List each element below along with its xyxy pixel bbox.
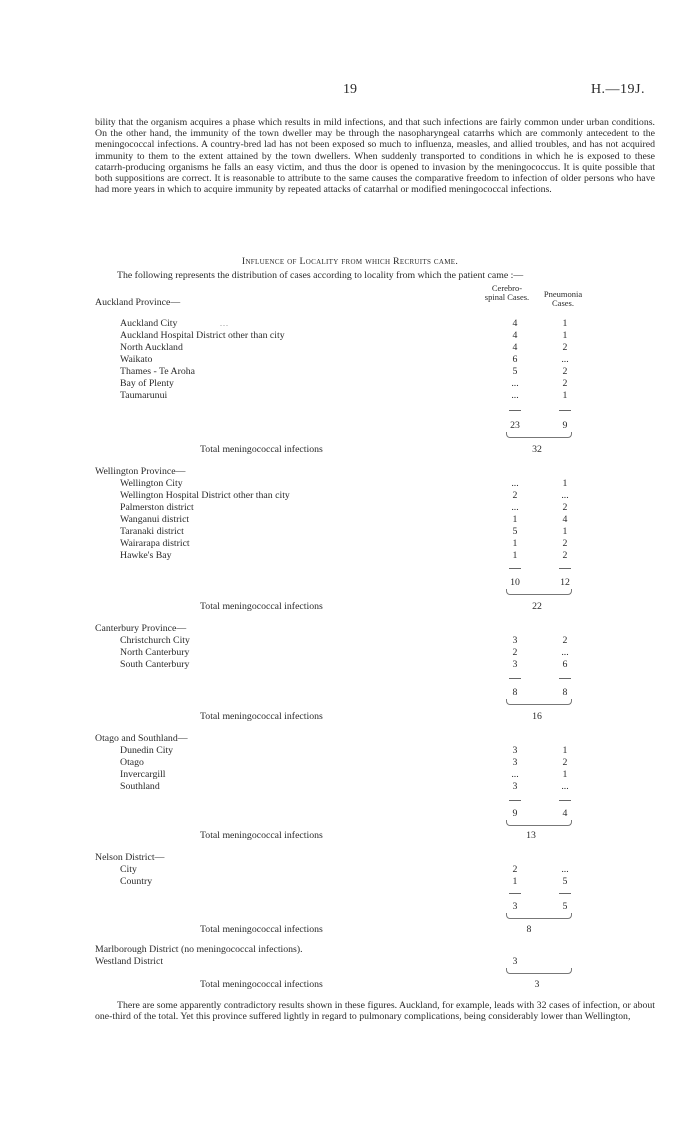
rule xyxy=(509,568,521,569)
total-label: Total meningococcal infections xyxy=(200,830,323,841)
total-label: Total meningococcal infections xyxy=(200,711,323,722)
pn-value: 2 xyxy=(550,757,580,768)
locality-name: Country xyxy=(120,876,153,887)
table-row xyxy=(95,956,575,967)
cs-value: 2 xyxy=(500,490,530,501)
brace xyxy=(506,699,572,705)
locality-name: City xyxy=(120,864,137,875)
total-value: 22 xyxy=(532,601,542,612)
locality-name: North Auckland xyxy=(120,342,183,353)
cs-value: 3 xyxy=(500,956,530,967)
table-row xyxy=(120,378,600,389)
rule xyxy=(509,800,521,801)
pn-value: 1 xyxy=(550,318,580,329)
cs-value: ... xyxy=(500,390,530,401)
locality-name: Wanganui district xyxy=(120,514,190,525)
cs-value: 2 xyxy=(500,864,530,875)
subtotal-cs: 9 xyxy=(512,808,518,819)
rule xyxy=(509,410,521,411)
rule xyxy=(509,893,521,894)
rule xyxy=(559,800,571,801)
cs-value: 3 xyxy=(500,745,530,756)
total-value: 16 xyxy=(532,711,542,722)
subtotal-cs: 23 xyxy=(510,420,520,431)
table-row xyxy=(120,647,600,658)
total-label: Total meningococcal infections xyxy=(200,444,323,455)
locality-name: Wellington Hospital District other than city xyxy=(120,490,290,501)
locality-name: Bay of Plenty xyxy=(120,378,174,389)
total-value: 32 xyxy=(532,444,542,455)
table-row xyxy=(120,745,600,756)
intro-paragraph: The following represents the distribution of cases according to locality from which the patient came :— xyxy=(117,270,524,281)
rule xyxy=(559,410,571,411)
cs-value: 3 xyxy=(500,781,530,792)
locality-name: North Canterbury xyxy=(120,647,190,658)
subtotal-pn: 8 xyxy=(562,687,568,698)
brace xyxy=(506,968,572,974)
pn-value: 2 xyxy=(550,635,580,646)
province-name: Nelson District— xyxy=(95,852,165,863)
cs-value: ... xyxy=(500,502,530,513)
table-row xyxy=(120,538,600,549)
brace xyxy=(506,820,572,826)
page-number: 19 xyxy=(343,82,357,97)
pn-value: 2 xyxy=(550,502,580,513)
cs-value: 3 xyxy=(500,757,530,768)
table-row xyxy=(120,876,600,887)
pn-value: 2 xyxy=(550,342,580,353)
table-row xyxy=(120,502,600,513)
rule xyxy=(559,893,571,894)
locality-name: Christchurch City xyxy=(120,635,190,646)
cs-value: 5 xyxy=(500,526,530,537)
table-row xyxy=(120,366,600,377)
locality-name: Taumarunui xyxy=(120,390,168,401)
rule xyxy=(559,568,571,569)
total-value: 13 xyxy=(526,830,536,841)
pn-value: 1 xyxy=(550,745,580,756)
locality-name: Auckland City xyxy=(120,318,178,329)
rule xyxy=(509,678,521,679)
col-header-pneumonia: Pneumonia Cases. xyxy=(543,289,583,308)
pn-value: ... xyxy=(550,781,580,792)
locality-name: Southland xyxy=(120,781,160,792)
pn-value: 1 xyxy=(550,330,580,341)
pn-value: ... xyxy=(550,354,580,365)
closing-paragraph: There are some apparently contradictory results shown in these figures. Auckland, for example, leads with 32 cases of infection, or about one-third of the total. Yet this province suffered lightly in regard to pulmonary complications, being considerably lower than Wellington, xyxy=(95,1000,655,1023)
cs-value: 1 xyxy=(500,514,530,525)
table-row xyxy=(120,354,600,365)
section-heading: Influence of Locality from which Recruits came. xyxy=(241,256,459,267)
table-row xyxy=(120,757,600,768)
table-row xyxy=(120,550,600,561)
table-row xyxy=(120,318,600,329)
table-row xyxy=(120,864,600,875)
subtotal-pn: 5 xyxy=(562,901,568,912)
cs-value: ... xyxy=(500,478,530,489)
total-label: Total meningococcal infections xyxy=(200,979,323,990)
pn-value: 5 xyxy=(550,876,580,887)
pn-value: 4 xyxy=(550,514,580,525)
cs-value: 6 xyxy=(500,354,530,365)
row-dots: ... xyxy=(220,319,229,328)
subtotal-cs: 8 xyxy=(512,687,518,698)
subtotal-pn: 9 xyxy=(562,420,568,431)
table-row xyxy=(120,781,600,792)
province-name: Otago and Southland— xyxy=(95,733,188,744)
pn-value: ... xyxy=(550,647,580,658)
locality-name: Thames - Te Aroha xyxy=(120,366,196,377)
total-label: Total meningococcal infections xyxy=(200,924,323,935)
total-label: Total meningococcal infections xyxy=(200,601,323,612)
locality-name: Waikato xyxy=(120,354,153,365)
pn-value: 2 xyxy=(550,550,580,561)
province-name: Wellington Province— xyxy=(95,466,186,477)
page-reference: H.—19J. xyxy=(590,82,645,97)
pn-value: 1 xyxy=(550,478,580,489)
subtotal-cs: 10 xyxy=(510,577,520,588)
province-name: Canterbury Province— xyxy=(95,623,187,634)
cs-value: 1 xyxy=(500,550,530,561)
total-value: 8 xyxy=(526,924,532,935)
pn-value: 1 xyxy=(550,769,580,780)
rule xyxy=(559,678,571,679)
cs-value: 1 xyxy=(500,538,530,549)
subtotal-pn: 4 xyxy=(562,808,568,819)
table-row xyxy=(120,330,600,341)
brace xyxy=(506,913,572,919)
cs-value: 3 xyxy=(500,635,530,646)
subtotal-cs: 3 xyxy=(512,901,518,912)
cs-value: 4 xyxy=(500,342,530,353)
table-row xyxy=(120,342,600,353)
table-row xyxy=(120,526,600,537)
cs-value: ... xyxy=(500,378,530,389)
opening-paragraph: bility that the organism acquires a phase which results in mild infections, and that such infections are fairly common under urban conditions. On the other hand, the immunity of the town dweller may be through the nasopharyngeal catarrhs which are commonly antecedent to the meningococcal infections. A country-bred lad has not been exposed so much to influenza, measles, and allied troubles, and has not acquired immunity to them to the extent attained by the town dwellers. When suddenly transported to conditions in which he is exposed to these catarrh-producing organisms he falls an easy victim, and thus the door is opened to invasion by the meningococcus. It is quite possible that both suppositions are correct. It is reasonable to attribute to the same causes the comparative freedom to infection of older persons who have had more years in which to acquire immunity by repeated attacks of catarrhal or modified meningococcal infections. xyxy=(95,117,655,196)
table-row xyxy=(120,490,600,501)
table-row xyxy=(120,514,600,525)
pn-value: 6 xyxy=(550,659,580,670)
pn-value: 2 xyxy=(550,538,580,549)
pn-value: 2 xyxy=(550,378,580,389)
subtotal-pn: 12 xyxy=(560,577,570,588)
locality-name: Wairarapa district xyxy=(120,538,190,549)
table-row xyxy=(120,769,600,780)
cs-value: 4 xyxy=(500,318,530,329)
pn-value: 1 xyxy=(550,390,580,401)
table-row xyxy=(120,659,600,670)
locality-name: Hawke's Bay xyxy=(120,550,172,561)
cs-value: 3 xyxy=(500,659,530,670)
locality-name: Invercargill xyxy=(120,769,166,780)
locality-name: Otago xyxy=(120,757,144,768)
pn-value: 1 xyxy=(550,526,580,537)
locality-name: Westland District xyxy=(95,956,164,967)
locality-name: Palmerston district xyxy=(120,502,194,513)
marlborough-note: Marlborough District (no meningococcal infections). xyxy=(95,944,303,955)
province-name: Auckland Province— xyxy=(95,297,181,308)
locality-name: Auckland Hospital District other than city xyxy=(120,330,285,341)
cs-value: 1 xyxy=(500,876,530,887)
cs-value: 5 xyxy=(500,366,530,377)
pn-value: ... xyxy=(550,864,580,875)
cs-value: ... xyxy=(500,769,530,780)
brace xyxy=(506,432,572,438)
pn-value: 2 xyxy=(550,366,580,377)
brace xyxy=(506,589,572,595)
table-row xyxy=(120,635,600,646)
col-header-cerebrospinal: Cerebro-spinal Cases. xyxy=(484,283,530,302)
pn-value: ... xyxy=(550,490,580,501)
locality-name: Taranaki district xyxy=(120,526,184,537)
locality-name: Wellington City xyxy=(120,478,183,489)
table-row xyxy=(120,390,600,401)
cs-value: 4 xyxy=(500,330,530,341)
cs-value: 2 xyxy=(500,647,530,658)
locality-name: South Canterbury xyxy=(120,659,190,670)
locality-name: Dunedin City xyxy=(120,745,174,756)
total-value: 3 xyxy=(534,979,540,990)
table-row xyxy=(120,478,600,489)
